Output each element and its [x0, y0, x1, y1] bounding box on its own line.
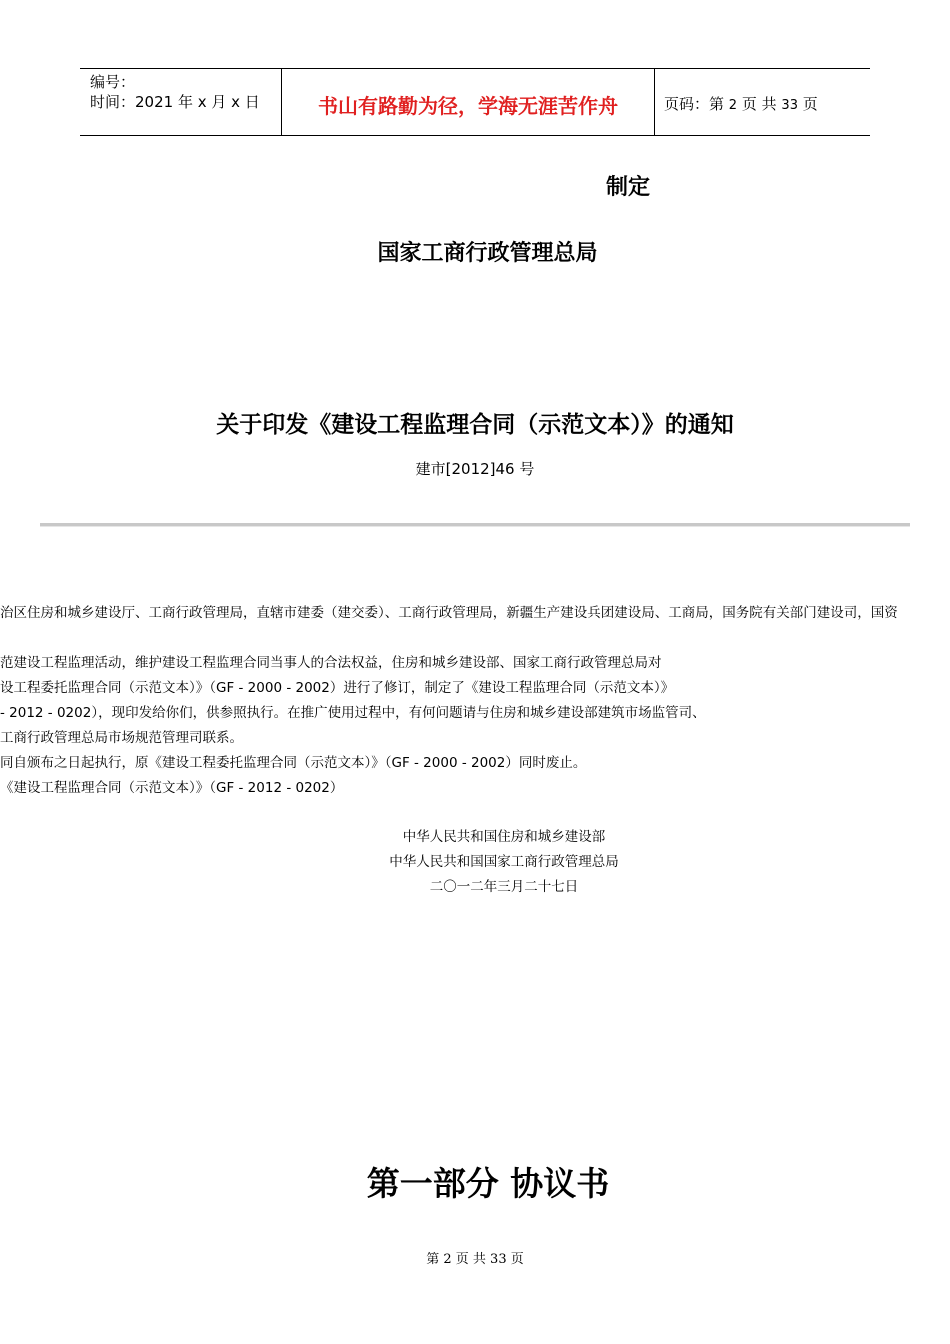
- notice-paragraph: 《建设工程监理合同（示范文本）》（GF - 2012 - 0202）: [0, 780, 344, 796]
- page-footer: 第 2 页 共 33 页: [426, 1252, 524, 1267]
- notice-divider: [40, 523, 910, 527]
- notice-paragraph: 工商行政管理总局市场规范管理司联系。: [0, 730, 243, 746]
- page-mid: 页 共: [741, 95, 777, 113]
- notice-paragraph: 设工程委托监理合同（示范文本）》（GF - 2000 - 2002）进行了修订，制定了《建设工程监理合同（示范文本）》: [0, 680, 675, 696]
- signature-date: 二〇一二年三月二十七日: [429, 879, 579, 895]
- page-current: 2: [728, 98, 738, 113]
- page-total: 33: [781, 98, 798, 113]
- header-bottom-border: [80, 135, 870, 136]
- notice-doc-number: 建市[2012]46 号: [415, 460, 535, 478]
- header-divider-right: [654, 68, 655, 136]
- page-prefix: 页码：第: [664, 95, 725, 113]
- signature-ministry: 中华人民共和国住房和城乡建设部: [402, 829, 606, 845]
- cover-zhiding: 制定: [606, 175, 651, 200]
- serial-label: 编号：: [90, 73, 136, 91]
- time-label: 时间：2021 年 x 月 x 日: [90, 93, 260, 111]
- page-suffix: 页: [802, 95, 818, 113]
- header-meta: [90, 72, 260, 112]
- header-page-indicator: [664, 93, 818, 114]
- section-title: 第一部分 协议书: [366, 1164, 610, 1203]
- signature-administration: 中华人民共和国国家工商行政管理总局: [389, 854, 619, 870]
- notice-paragraph: 范建设工程监理活动，维护建设工程监理合同当事人的合法权益，住房和城乡建设部、国家工商行政管理总局对: [0, 655, 662, 671]
- header-top-border: [80, 68, 870, 69]
- notice-title: 关于印发《建设工程监理合同（示范文本）》的通知: [216, 412, 734, 438]
- notice-paragraph: 同自颁布之日起执行，原《建设工程委托监理合同（示范文本）》（GF - 2000 - 2002）同时废止。: [0, 755, 587, 771]
- notice-paragraph: 治区住房和城乡建设厅、工商行政管理局，直辖市建委（建交委）、工商行政管理局，新疆生产建设兵团建设局、工商局，国务院有关部门建设司，国资: [0, 605, 898, 621]
- cover-agency: 国家工商行政管理总局: [377, 241, 598, 266]
- notice-paragraph: - 2012 - 0202），现印发给你们，供参照执行。在推广使用过程中，有何问题请与住房和城乡建设部建筑市场监管司、: [0, 705, 706, 721]
- header-motto: 书山有路勤为径，学海无涯苦作舟: [318, 94, 618, 118]
